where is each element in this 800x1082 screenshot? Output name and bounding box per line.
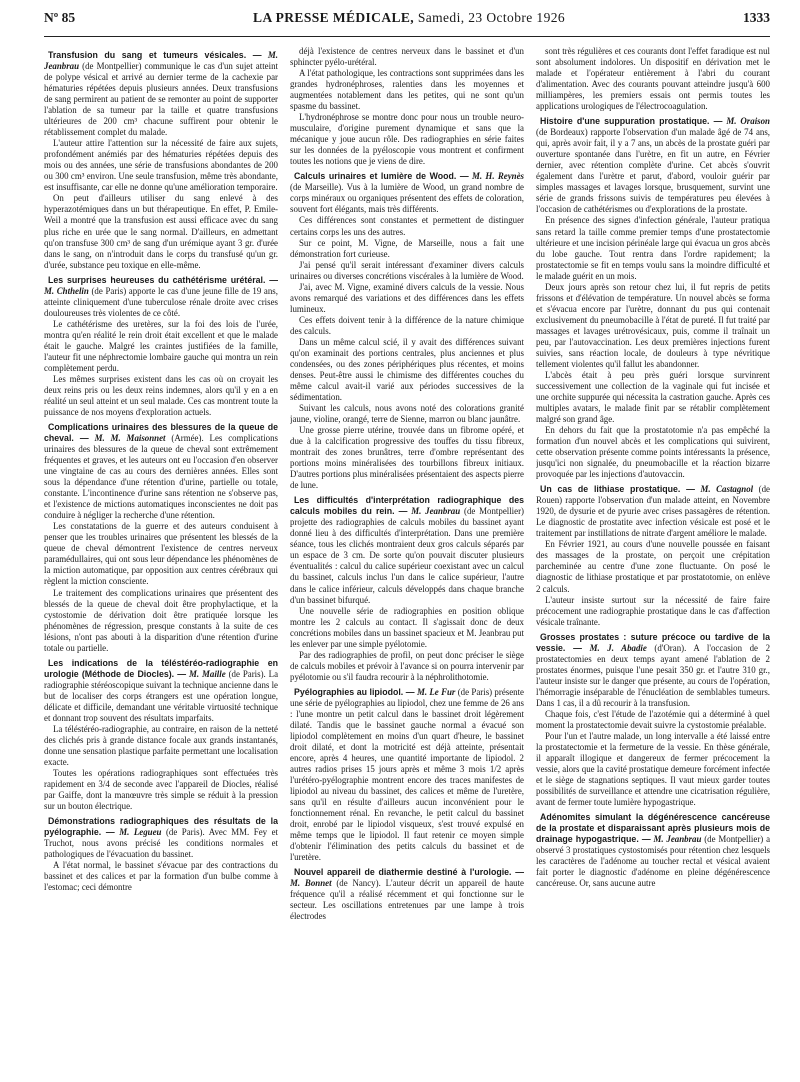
body-paragraph bbox=[536, 282, 770, 370]
body-paragraph bbox=[290, 282, 524, 315]
paragraph-text: L'abcès était à peu près guéri lorsque survinrent successivement une collection de la vaginale qui fut incisée et une orchite suppurée qui nécessita la castration gauche. Après ces multiples avatars, le malade finit par se rétablir complètement malgré son grand âge. bbox=[536, 369, 770, 425]
body-paragraph bbox=[536, 539, 770, 594]
paragraph-text: En présence des signes d'infection générale, l'auteur pratiqua sans retard la taille comme premier temps d'une prostatectomie ultérieure et une incision périnéale large qui évacua un gros abcès du lobe gauche. Tout rentra dans l'ordre rapidement; la prostatectomie se fit en temps voulu sans la moindre difficulté et le malade guérit en un mois. bbox=[536, 215, 770, 281]
body-paragraph bbox=[290, 650, 524, 683]
journal-title bbox=[253, 10, 565, 26]
paragraph-text: Par des radiographies de profil, on peut donc préciser le siège de calculs mobiles et prévoir à l'avance si on pourra intervenir par pyélotomie ou s'il faudra recourir à la néphrolithotomie. bbox=[290, 649, 524, 682]
section-paragraph bbox=[290, 687, 524, 864]
section-paragraph bbox=[536, 812, 770, 889]
body-paragraph bbox=[44, 521, 278, 587]
section-heading: Pyélographies au lipiodol. — bbox=[294, 686, 415, 697]
section-paragraph bbox=[290, 171, 524, 215]
paragraph-text: Pour l'un et l'autre malade, un long intervalle a été laissé entre la prostatectomie et la fermeture de la vessie. En thèse générale, il apparaît illogique et dangereux de fermer précocement la vessie, alors que la cavité prostatique demeure forcément infectée et le siège de stagnations septiques. Il vaut mieux garder toutes possibilités de surveillance et attendre une cicatrisation régulière, avant de fermer toute lumière hypogastrique. bbox=[536, 730, 770, 808]
section-paragraph bbox=[44, 275, 278, 319]
issue-date: Samedi, 23 Octobre 1926 bbox=[417, 10, 566, 25]
section-paragraph bbox=[290, 495, 524, 605]
body-paragraph bbox=[536, 370, 770, 425]
paragraph-text: J'ai, avec M. Vigne, examiné divers calculs de la vessie. Nous avons remarqué des variations et des différences dans les effets lumineux. bbox=[290, 281, 524, 314]
body-paragraph bbox=[44, 860, 278, 893]
paragraph-text: (de Montpellier) communique le cas d'un sujet atteint de polype vésical et arrivé au dernier terme de la cachexie par hématuries répétées depuis plusieurs années. Deux transfusions de sang permirent au patient de se remonter au point de supporter l'ablation de sa tumeur par la taille et quatre transfusions ultérieures de 200 cm³ chacune suffirent pour obtenir le rétablissement complet du malade. bbox=[44, 61, 278, 138]
section-heading: Grosses prostates : suture précoce ou tardive de la vessie. — bbox=[536, 631, 770, 653]
body-paragraph bbox=[44, 193, 278, 270]
paragraph-text: (de Montpellier) projette des radiographies de calculs mobiles du bassinet ayant donné lieu à des difficultés d'interprétation. Dans une première séance, tous les clichés montraient deux gros calculs séparés par un espace de 3 cm. De sorte qu'on pouvait discuter plusieurs éventualités : calcul du calice supérieur coexistant avec un calcul du bassinet, calculs inclus l'un dans le calice supérieur, l'autre dans le calice inférieur, calculs développés dans chaque branche d'un bassinet bifurqué. bbox=[290, 506, 524, 605]
section-heading: Démonstrations radiographiques des résultats de la pyélographie. — bbox=[44, 816, 278, 838]
author-name: M. Le Fur bbox=[416, 686, 456, 697]
paragraph-text: Deux jours après son retour chez lui, il fut repris de petits frissons et d'élévation de température. Un nouvel abcès se forma et s'évacua encore par l'urètre, donnant du pus qui contenait exclusivement du pneumobacille à l'état de pureté. Il fut traité par massages et lavages urétrovésicaux, puis, comme il traînait un peu, par l'autovaccination. Les deux premières injections furent suivies, sans réaction locale, de douleurs à type névritique tellement violentes qu'il fallut les abandonner. bbox=[536, 281, 770, 369]
body-paragraph bbox=[290, 403, 524, 425]
body-paragraph bbox=[290, 46, 524, 68]
section-paragraph bbox=[536, 484, 770, 539]
paragraph-text: Une nouvelle série de radiographies en position oblique montre les 2 calculs au contact. Il s'agissait donc de deux concrétions mobiles dans un bassinet spacieux et M. Jeanbrau put les enlever par une simple pyélotomie. bbox=[290, 605, 524, 649]
paragraph-text: Les constatations de la guerre et des auteurs conduisent à penser que les troubles urinaires que présentent les blessés de la queue de cheval démontrent l'existence de centres nerveux paramédullaires, qui ont sous leur dépendance les phénomènes de la miction automatique, par opposition aux centres cérébraux qui règlent la miction consciente. bbox=[44, 521, 278, 587]
journal-name: LA PRESSE MÉDICALE, bbox=[253, 10, 415, 25]
body-paragraph bbox=[536, 731, 770, 808]
paragraph-text: Les mêmes surprises existent dans les cas où on croyait les deux reins pris ou les deux reins indemnes, alors qu'il y en a en réalité un seul atteint et un seul malade. Ces cas montrent toute la puissance de nos moyens d'exploration actuels. bbox=[44, 373, 278, 417]
section-heading: Les indications de la téléstéréo-radiographie en urologie (Méthode de Diocles). — bbox=[44, 657, 278, 679]
paragraph-text: (de Rouen) rapporte l'observation d'un malade atteint, en Novembre 1920, de dysurie et de pyurie avec crises passagères de rétention. Le diagnostic de prostatite avec infection vésicale est posé et le traitement par instillations de nitrate d'argent améliore le malade. bbox=[536, 484, 770, 539]
author-name: M. Oraison bbox=[726, 116, 770, 127]
section-paragraph bbox=[44, 422, 278, 521]
body-paragraph bbox=[44, 319, 278, 374]
body-paragraph bbox=[536, 46, 770, 112]
author-name: M. Bonnet bbox=[290, 878, 332, 889]
paragraph-text: Dans un même calcul scié, il y avait des différences suivant qu'on examinait des portions centrales, plus anciennes et plus condensées, ou des zones périphériques plus récentes, et moins denses. Peut-être aussi le chimisme des différentes couches du même calcul avait-il varié aux périodes successives de la sédimentation. bbox=[290, 336, 524, 402]
author-name: M. Chthelin bbox=[44, 285, 89, 296]
body-paragraph bbox=[290, 425, 524, 491]
body-paragraph bbox=[44, 588, 278, 654]
body-paragraph bbox=[44, 374, 278, 418]
paragraph-text: L'auteur attire l'attention sur la nécessité de faire aux sujets, profondément anémiés par des hématuries répétées depuis des mois ou des années, une série de transfusions abondantes de 200 ou 300 cm³ environ. Une seule transfusion, même très abondante, est insuffisante, car elle ne donne qu'une amélioration temporaire. bbox=[44, 138, 278, 193]
section-heading: Les difficultés d'interprétation radiographique des calculs mobiles du rein. — bbox=[290, 495, 524, 517]
author-name: M. Jeanbrau bbox=[44, 50, 278, 72]
paragraph-text: (de Paris) présente une série de pyélographies au lipiodol, chez une femme de 26 ans : l'une montre un petit calcul dans le bassinet droit légèrement dilaté. Tandis que le bassinet gauche normal a évacué son lipiodol complètement en moins d'un quart d'heure, le bassinet droit dilaté, et dont la motricité est déjà atteinte, présentait encore, après 4 heures, une quantité importante de lipiodol. 2 autres radios prises 15 jours après et même 3 mois 1/2 après l'urétéro-pyélographie montrent encore des traces manifestes de lipiodol au niveau du bassinet, des calices et même de l'uretère, sans qu'il en résulte d'ailleurs aucun inconvénient pour le fonctionnement rénal. En revanche, le petit calcul du bassinet droit, enrobé par le lipiodol visqueux, s'est trouvé expulsé en même temps que le lipiodol. Il faut retenir ce moyen simple d'obtenir l'élimination des petits calculs du bassinet et de l'uretère. bbox=[290, 686, 524, 863]
section-paragraph bbox=[44, 658, 278, 724]
page-number: 1333 bbox=[742, 10, 770, 25]
body-paragraph bbox=[290, 215, 524, 237]
paragraph-text: En Février 1921, au cours d'une nouvelle poussée en faisant des massages de la prostate, on perçoit une crépitation parcheminée au centre d'une zone fluctuante. On posé le diagnostic de lithiase prostatique et par prostatotomie, on enlève 2 calculs. bbox=[536, 539, 770, 594]
section-heading: Nouvel appareil de diathermie destiné à l'urologie. — bbox=[294, 867, 524, 878]
paragraph-text: (de Marseille). Vus à la lumière de Wood, un grand nombre de corps minéraux ou organiques présentent des effets de coloration, souvent fort élégants, mais très différents. bbox=[290, 182, 524, 215]
body-paragraph bbox=[290, 315, 524, 337]
article-columns bbox=[44, 46, 770, 1076]
author-name: M. M. Maisonnet bbox=[94, 433, 166, 444]
author-name: M. Jeanbrau bbox=[653, 834, 702, 845]
author-name: M. Legueu bbox=[119, 827, 162, 838]
body-paragraph bbox=[44, 768, 278, 812]
body-paragraph bbox=[536, 709, 770, 731]
paragraph-text: (de Paris). La radiographie stéréoscopique suivant la technique ancienne dans le but de localiser des corps étrangers est une opération longue, délicate et difficile, demandant une véritable virtuosité technique et donnant trop souvent des résultats imparfaits. bbox=[44, 668, 278, 723]
paragraph-text: sont très régulières et ces courants dont l'effet faradique est nul sont absolument indolores. Un dispositif en dérivation met le malade et l'opérateur entièrement à l'abri du courant d'alimentation. Avec des courants pouvant atteindre jusqu'à 600 milliampères, les premiers essais ont permis toutes les applications urologiques de l'électrocoagulation. bbox=[536, 46, 770, 112]
paragraph-text: (de Paris) apporte le cas d'une jeune fille de 19 ans, atteinte cliniquement d'une tuberculose rénale droite avec crises douloureuses très violentes de ce côté. bbox=[44, 285, 278, 318]
paragraph-text: On peut d'ailleurs utiliser du sang enlevé à des hyperazotémiques dans un but thérapeutique. En effet, P. Emile-Weil a montré que la transfusion est aussi efficace avec du sang plus riche en urée que le sang normal. D'ailleurs, en admettant qu'on transfuse 300 cm³ de sang d'un urémique ayant 3 gr. d'urée dans le sang, on n'introduit dans le corps du transfusé qu'un gr. d'urée, substance peu toxique en elle-même. bbox=[44, 193, 278, 270]
body-paragraph bbox=[290, 260, 524, 282]
author-name: M. Maille bbox=[188, 668, 226, 679]
section-heading: Un cas de lithiase prostatique. — bbox=[540, 484, 695, 495]
paragraph-text: Suivant les calculs, nous avons noté des colorations granité jaune, violine, orangé, terre de Sienne, marron ou blanc jaunâtre. bbox=[290, 403, 524, 425]
paragraph-text: La téléstéréo-radiographie, au contraire, en raison de la netteté des clichés pris à grande distance focale aux grands instantanés, donne une sensation plastique parfaite permettant une localisation exacte. bbox=[44, 723, 278, 767]
paragraph-text: L'hydronéphrose se montre donc pour nous un trouble neuro-musculaire, d'origine purement dynamique et sans que la mécanique y joue aucun rôle. Des radiographies en série faites sur les données de la pyéloscopie vous montrent et confirment toutes les notions que je viens de dire. bbox=[290, 112, 524, 167]
paragraph-text: L'auteur insiste surtout sur la nécessité de faire faire précocement une radiographie prostatique dans le cas d'affection vésicale traînante. bbox=[536, 594, 770, 627]
paragraph-text: En dehors du fait que la prostatotomie n'a pas empêché la formation d'un nouvel abcès et les complications qui suivirent, cette observation présente comme points intéressants la présence, jusqu'ici non signalée, du pneumobacille et la réaction bizarre provoquée par les injections d'autovaccin. bbox=[536, 425, 770, 480]
column-3 bbox=[536, 46, 770, 1076]
column-1 bbox=[44, 46, 278, 1076]
paragraph-text: Ces différences sont constantes et permettent de distinguer certains corps les uns des autres. bbox=[290, 215, 524, 237]
paragraph-text: A l'état pathologique, les contractions sont supprimées dans les grandes hydronéphroses, ralenties dans les moyennes et augmentées notablement dans les petites, qui ne sont qu'un spasme du bassinet. bbox=[290, 68, 524, 112]
author-name: M. Jeanbrau bbox=[411, 506, 461, 517]
section-paragraph bbox=[44, 816, 278, 860]
body-paragraph bbox=[536, 595, 770, 628]
section-paragraph bbox=[536, 116, 770, 215]
paragraph-text: (de Paris). Avec MM. Fey et Truchot, nous avons précisé les conditions normales et pathologiques de l'évacuation du bassinet. bbox=[44, 827, 278, 860]
body-paragraph bbox=[536, 215, 770, 281]
author-name: M. J. Abadie bbox=[589, 642, 647, 653]
body-paragraph bbox=[290, 337, 524, 403]
paragraph-text: (de Nancy). L'auteur décrit un appareil de haute fréquence qu'il a réalisé récemment et qui fonctionne sur le secteur. Les oscillations entretenues par une lampe à trois électrodes bbox=[290, 878, 524, 922]
paragraph-text: Sur ce point, M. Vigne, de Marseille, nous a fait une démonstration fort curieuse. bbox=[290, 237, 524, 259]
body-paragraph bbox=[290, 606, 524, 650]
section-paragraph bbox=[536, 632, 770, 709]
section-heading: Histoire d'une suppuration prostatique. — bbox=[540, 116, 723, 127]
paragraph-text: déjà l'existence de centres nerveux dans le bassinet et d'un sphincter pyélo-urétéral. bbox=[290, 46, 524, 68]
section-heading: Transfusion du sang et tumeurs vésicales. — bbox=[48, 50, 262, 60]
section-heading: Adénomites simulant la dégénérescence cancéreuse de la prostate et disparaissant après plusieurs mois de drainage hypogastrique. — bbox=[536, 812, 770, 845]
paragraph-text: Le cathétérisme des uretères, sur la foi des lois de l'urée, montra qu'en réalité le rein droit était excellent et que le malade était le gauche. Malgré les craintes justifiées de la famille, l'auteur fit une néphrectomie lombaire gauche qui montra un rein complètement perdu. bbox=[44, 318, 278, 373]
section-heading: Calculs urinaires et lumière de Wood. — bbox=[294, 171, 469, 182]
paragraph-text: (d'Oran). A l'occasion de 2 prostatectomies en deux temps ayant amené l'ablation de 2 prostates énormes, puisque l'une pesait 350 gr. et l'autre 310 gr., l'auteur insiste sur le danger que présente, au cours de l'opération, l'hémorragie inséparable de l'énucléation de semblables tumeurs. Dans 1 cas, il a dû recourir à la transfusion. bbox=[536, 642, 770, 708]
paragraph-text: (de Bordeaux) rapporte l'observation d'un malade âgé de 74 ans, qui, après avoir fait, il y a 7 ans, un abcès de la prostate guéri par ouverture spontanée dans l'urètre, en fit un autre, en Février dernier, avec rétention complète d'urine. Cet abcès s'ouvrit également dans l'urètre et parut, d'abord, vouloir guérir par simples massages et lavages lorsque, brusquement, survint une série de grands frissons suivis de températures peu élevées à l'occasion de cathétérismes ou d'explorations de la prostate. bbox=[536, 127, 770, 215]
paragraph-text: Ces effets doivent tenir à la différence de la nature chimique des calculs. bbox=[290, 314, 524, 336]
section-paragraph bbox=[44, 50, 278, 138]
section-heading: Les surprises heureuses du cathétérisme urétéral. — bbox=[48, 274, 278, 285]
page-header bbox=[44, 10, 770, 36]
paragraph-text: A l'état normal, le bassinet s'évacue par des contractions du bassinet et des calices et par la formation d'un bulbe comme à l'estomac; ceci démontre bbox=[44, 860, 278, 893]
author-name: M. H. Reynès bbox=[471, 171, 524, 182]
body-paragraph bbox=[290, 68, 524, 112]
author-name: M. Castagnol bbox=[700, 484, 754, 495]
paragraph-text: Toutes les opérations radiographiques sont effectuées très rapidement en 3/4 de seconde avec l'appareil de Diocles, réalisé par Gaiffe, dont la manœuvre très simple se réduit à la pression sur un bouton électrique. bbox=[44, 768, 278, 812]
paragraph-text: J'ai pensé qu'il serait intéressant d'examiner divers calculs urinaires ou diverses concrétions viscérales à la lumière de Wood. bbox=[290, 259, 524, 281]
body-paragraph bbox=[290, 112, 524, 167]
body-paragraph bbox=[44, 138, 278, 193]
paragraph-text: Chaque fois, c'est l'étude de l'azotémie qui a déterminé à quel moment la prostatectomie devait suivre la cystostomie préalable. bbox=[536, 708, 770, 730]
paragraph-text: Le traitement des complications urinaires que présentent des blessés de la queue de cheval doit être prophylactique, et la cystostomie de dérivation doit être pratiquée lorsque les phénomènes de régression, presque constants à la suite de ces lésions, n'ont pas abouti à la disparition d'une rétention d'urine totale ou partielle. bbox=[44, 587, 278, 653]
header-rule bbox=[44, 36, 770, 37]
body-paragraph bbox=[536, 425, 770, 480]
section-paragraph bbox=[290, 867, 524, 922]
paragraph-text: Une grosse pierre utérine, trouvée dans un fibrome opéré, et due à la calcification progressive des touffes du tissu fibreux, montrait des zones brunâtres, terre d'ombre représentant des portions moins minéralisées des tourbillons fibreux initiaux. D'autres portions plus minéralisées présentaient des aspects pierre de lune. bbox=[290, 425, 524, 491]
section-heading: Complications urinaires des blessures de la queue de cheval. — bbox=[44, 422, 278, 444]
body-paragraph bbox=[290, 238, 524, 260]
paragraph-text: (Armée). Les complications urinaires des blessures de la queue de cheval sont extrêmement fréquentes et graves, et les auteurs ont eu l'occasion d'en observer une vingtaine de cas au cours des dernières années. Elles sont sous la dépendance d'une rétention d'urine, partielle ou totale, constante. L'incontinence d'urine sans rétention ne s'observe pas, et l'existence de mictions automatiques inconscientes ne doit pas conduire à négliger la recherche d'une rétention. bbox=[44, 433, 278, 521]
paragraph-text: (de Montpellier) a observé 3 prostatiques cystostomisés pour rétention chez lesquels les caractères de l'adénome au toucher rectal et vésical avaient fait porter le diagnostic d'adénome en pleine dégénérescence cancéreuse. Or, sans aucune autre bbox=[536, 834, 770, 889]
body-paragraph bbox=[44, 724, 278, 768]
column-2 bbox=[290, 46, 524, 1076]
issue-number: Nº 85 bbox=[44, 10, 76, 25]
